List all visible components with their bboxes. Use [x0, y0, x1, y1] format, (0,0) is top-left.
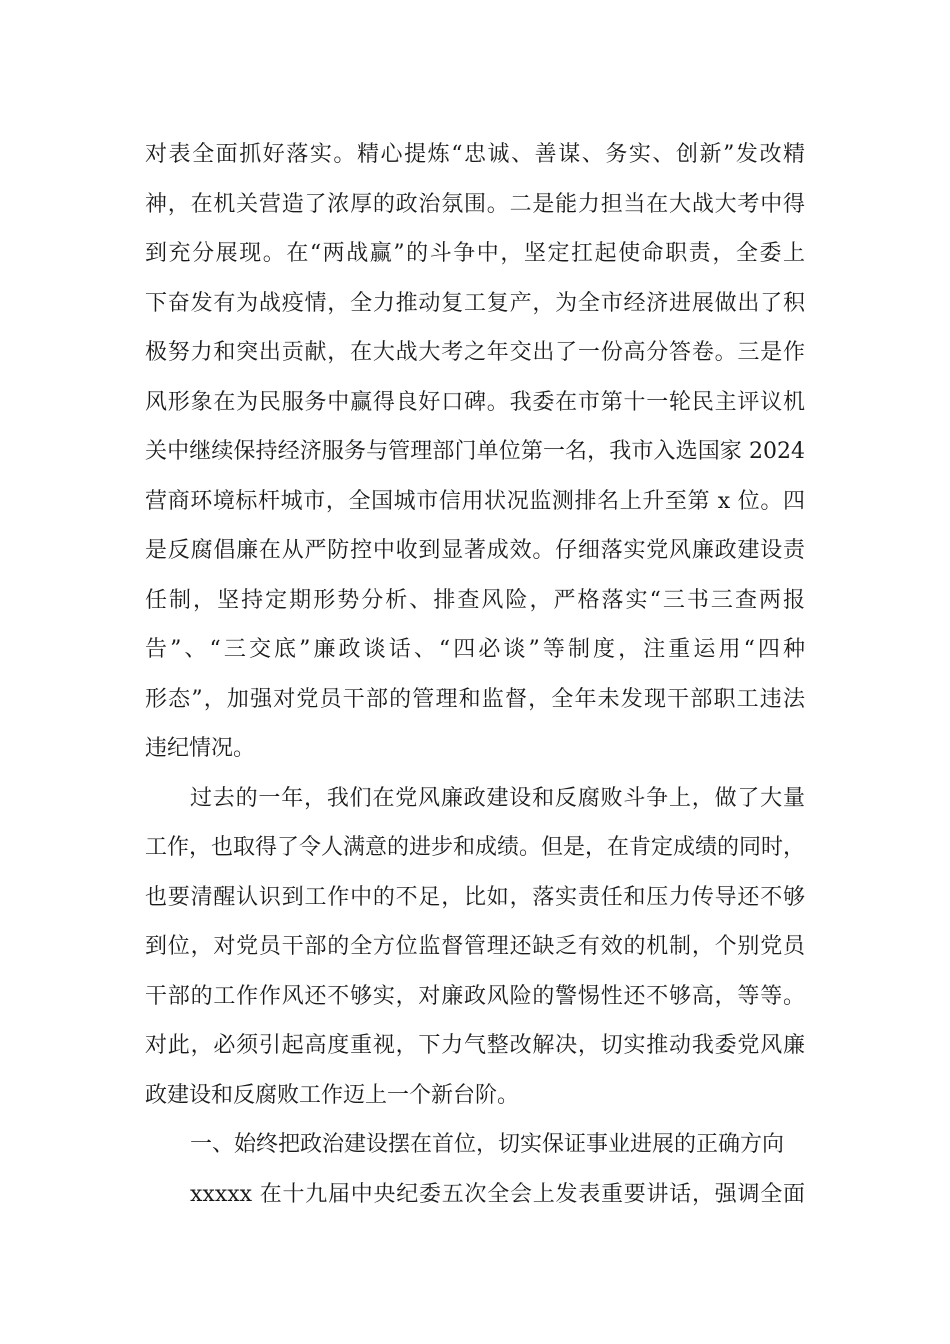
paragraph-1-line-7: 关中继续保持经济服务与管理部门单位第一名，我市入选国家 2024: [145, 439, 805, 464]
paragraph-2-line-3: 也要清醒认识到工作中的不足，比如，落实责任和压力传导还不够: [145, 885, 805, 910]
paragraph-1-line-3: 到充分展现。在“两战赢”的斗争中，坚定扛起使命职责，全委上: [145, 241, 805, 266]
paragraph-1-line-5: 极努力和突出贡献，在大战大考之年交出了一份高分答卷。三是作: [145, 340, 805, 365]
paragraph-1-line-11: 告”、“三交底”廉政谈话、“四必谈”等制度，注重运用“四种: [145, 637, 805, 662]
paragraph-1-line-1: 对表全面抓好落实。精心提炼“忠诚、善谋、务实、创新”发改精: [145, 142, 805, 167]
paragraph-1-line-13: 违纪情况。: [145, 736, 256, 761]
paragraph-1-line-9: 是反腐倡廉在从严防控中收到显著成效。仔细落实党风廉政建设责: [145, 538, 805, 563]
paragraph-2-line-6: 对此，必须引起高度重视，下力气整改解决，切实推动我委党风廉: [145, 1033, 805, 1058]
paragraph-1-line-8: 营商环境标杆城市，全国城市信用状况监测排名上升至第 x 位。四: [145, 489, 805, 514]
paragraph-1-line-2: 神，在机关营造了浓厚的政治氛围。二是能力担当在大战大考中得: [145, 192, 805, 217]
section-heading-1: 一、始终把政治建设摆在首位，切实保证事业进展的正确方向: [190, 1132, 785, 1157]
paragraph-2-line-1: 过去的一年，我们在党风廉政建设和反腐败斗争上，做了大量: [190, 786, 805, 811]
paragraph-1-line-4: 下奋发有为战疫情，全力推动复工复产，为全市经济进展做出了积: [145, 291, 805, 316]
paragraph-1-line-10: 任制，坚持定期形势分析、排查风险，严格落实“三书三查两报: [145, 588, 805, 613]
paragraph-4-line-1: xxxxx 在十九届中央纪委五次全会上发表重要讲话，强调全面: [190, 1182, 805, 1207]
paragraph-1-line-6: 风形象在为民服务中赢得良好口碑。我委在市第十一轮民主评议机: [145, 390, 805, 415]
paragraph-1-line-12: 形态”，加强对党员干部的管理和监督，全年未发现干部职工违法: [145, 687, 805, 712]
paragraph-2-line-5: 干部的工作作风还不够实，对廉政风险的警惕性还不够高，等等。: [145, 984, 805, 1009]
paragraph-2-line-4: 到位，对党员干部的全方位监督管理还缺乏有效的机制，个别党员: [145, 934, 805, 959]
paragraph-2-line-7: 政建设和反腐败工作迈上一个新台阶。: [145, 1083, 520, 1108]
paragraph-2-line-2: 工作，也取得了令人满意的进步和成绩。但是，在肯定成绩的同时，: [145, 835, 805, 860]
